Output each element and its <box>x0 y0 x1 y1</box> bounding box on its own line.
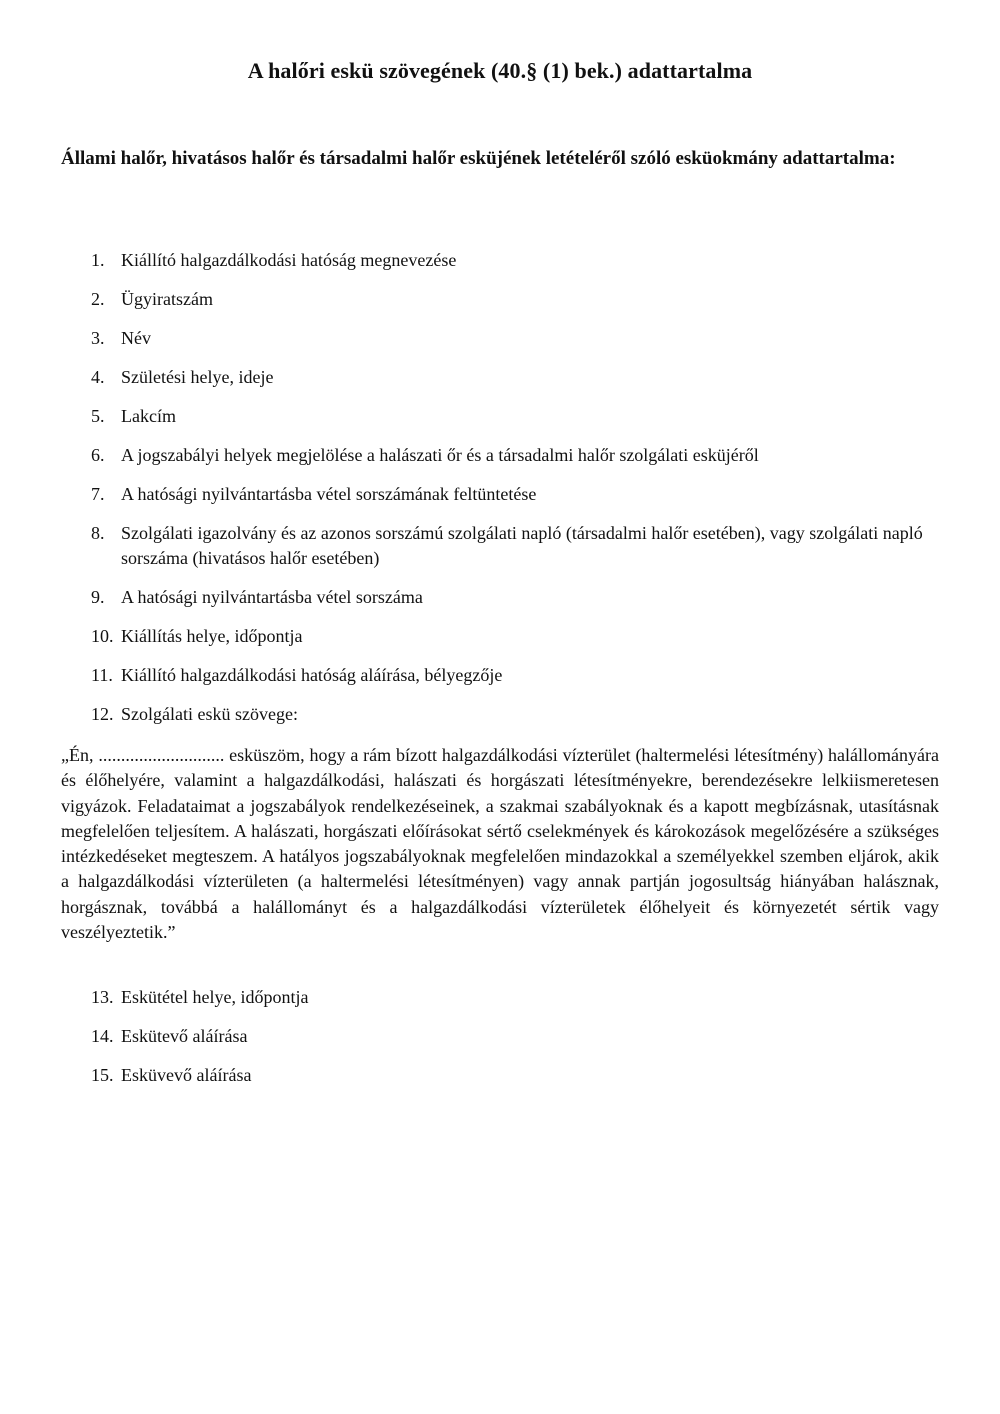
list-item: 10. Kiállítás helye, időpontja <box>91 626 303 646</box>
data-list-part2 <box>91 985 941 1102</box>
list-item: 11. Kiállító halgazdálkodási hatóság aláírása, bélyegzője <box>91 665 503 685</box>
list-item: 13. Eskütétel helye, időpontja <box>91 987 309 1007</box>
list-item: 1. Kiállító halgazdálkodási hatóság megnevezése <box>91 250 457 270</box>
subtitle: Állami halőr, hivatásos halőr és társadalmi halőr esküjének letételéről szóló esküokmány adattartalma: <box>61 148 896 169</box>
list-item: 15. Esküvevő aláírása <box>91 1065 252 1085</box>
list-item: 3. Név <box>91 328 151 348</box>
list-item: 4. Születési helye, ideje <box>91 367 274 387</box>
list-item: 9. A hatósági nyilvántartásba vétel sorszáma <box>91 587 423 607</box>
list-item: 14. Eskütevő aláírása <box>91 1026 248 1046</box>
data-list-part1 <box>91 248 941 741</box>
list-item: 5. Lakcím <box>91 406 176 426</box>
list-item: 12. Szolgálati eskü szövege: <box>91 704 298 724</box>
list-item: 8. Szolgálati igazolvány és az azonos sorszámú szolgálati napló (társadalmi halőr esetében), vagy szolgálati napló sorszáma (hivatásos halőr esetében) <box>91 523 923 568</box>
list-item: 2. Ügyiratszám <box>91 289 213 309</box>
list-item: 6. A jogszabályi helyek megjelölése a halászati őr és a társadalmi halőr szolgálati esküjéről <box>91 445 759 465</box>
oath-text: „Én, ............................ esküszöm, hogy a rám bízott halgazdálkodási vízterület (haltermelési létesítmény) halállományára és élőhelyére, valamint a halgazdálkodási, halászati és horgászati létesítményekre, berendezésekre lelkiismeretesen vigyázok. Feladataimat a jogszabályok rendelkezéseinek, a szakmai szabályoknak és a kapott megbízásnak, utasításnak megfelelően teljesítem. A halászati, horgászati előírásokat sértő cselekmények és károkozások megelőzésére a szükséges intézkedéseket megteszem. A hatályos jogszabályoknak megfelelően mindazokkal a személyekkel szemben eljárok, akik a halgazdálkodási vízterületen (a haltermelési létesítményen) vagy annak partján jogosultság hiányában halásznak, horgásznak, továbbá a halállományt és a halgazdálkodási vízterületek élőhelyeit és környezetét sértik vagy veszélyeztetik.” <box>61 745 939 943</box>
list-item: 7. A hatósági nyilvántartásba vétel sorszámának feltüntetése <box>91 484 537 504</box>
page-title: A halőri eskü szövegének (40.§ (1) bek.) adattartalma <box>247 58 753 83</box>
